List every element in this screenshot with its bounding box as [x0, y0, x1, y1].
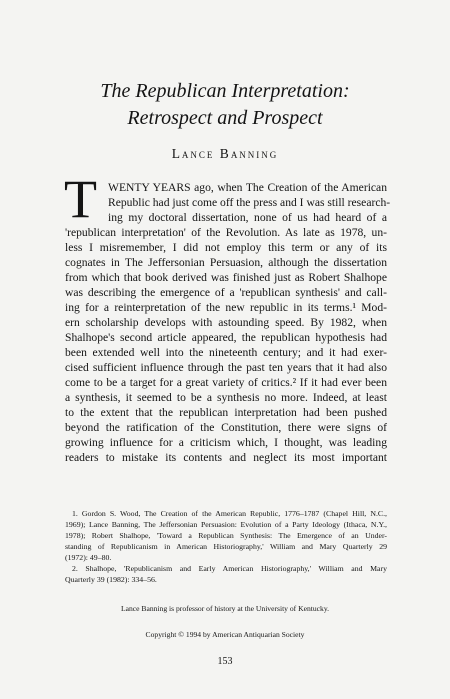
footnote-line: Quarterly 39 (1982): 334–56.: [65, 575, 157, 584]
body-line: less I misremember, I did not employ this term or any of its: [65, 241, 387, 254]
drop-cap: T: [64, 169, 97, 229]
body-line: ing for a reinterpretation of the new republic in its terms.¹ Mod-: [65, 301, 387, 314]
body-line: was describing the emergence of a 'republican synthesis' and call-: [65, 286, 387, 299]
footnote-line: 1. Gordon S. Wood, The Creation of the American Republic, 1776–1787 (Chapel Hill, N.C.,: [72, 509, 387, 518]
body-line: Republic had just come off the press and I was still research-: [108, 196, 391, 209]
footnote-line: standing of Republicanism in American Historiography,' William and Mary Quarterly 29: [65, 542, 387, 551]
body-line: to the extent that the republican interpretation had been pushed: [65, 406, 387, 419]
footnote-line: (1972): 49–80.: [65, 553, 112, 562]
footnote-line: 1969); Lance Banning, The Jeffersonian Persuasion: Evolution of a Party Ideology (Ithaca, N.Y.,: [65, 520, 387, 529]
body-line: beyond the ratification of the Constitution, there were signs of: [65, 421, 387, 434]
footnote-line: 1978); Robert Shalhope, 'Toward a Republican Synthesis: The Emergence of an Under-: [65, 531, 387, 540]
body-line: come to be a target for a great variety of critics.² If it had ever been: [65, 376, 387, 389]
article-title: The Republican Interpretation:: [100, 80, 350, 102]
body-line: cised sufficient influence through the past ten years that it had also: [65, 361, 387, 374]
body-line: Shalhope's second article appeared, the republican hypothesis had: [65, 331, 387, 344]
footnote-line: 2. Shalhope, 'Republicanism and Early American Historiography,' William and Mary: [72, 564, 387, 573]
body-line: ing my doctoral dissertation, none of us had heard of a: [108, 211, 387, 224]
body-line: growing influence for a criticism which, I thought, was leading: [65, 436, 387, 449]
body-line: cognates in The Jeffersonian Persuasion, although the dissertation: [65, 256, 387, 269]
body-line: ern scholarship develops with astounding speed. By 1982, when: [65, 316, 387, 329]
body-line: from which that book derived was finished just as Robert Shalhope: [65, 271, 387, 284]
body-line: WENTY YEARS ago, when The Creation of the American: [108, 181, 387, 194]
body-line: been extended well into the nineteenth century; and it had exer-: [65, 346, 387, 359]
page-number: 153: [217, 656, 233, 667]
body-line: 'republican interpretation' of the Revolution. As late as 1978, un-: [65, 226, 387, 239]
copyright-notice: Copyright © 1994 by American Antiquarian Society: [145, 630, 305, 639]
body-line: a synthesis, it seemed to be a synthesis no more. Indeed, at least: [65, 391, 387, 404]
author-note: Lance Banning is professor of history at the University of Kentucky.: [120, 604, 330, 613]
article-subtitle: Retrospect and Prospect: [127, 107, 323, 129]
body-line: readers to mistake its contents and neglect its most important: [65, 451, 387, 464]
author-name: Lance Banning: [171, 146, 279, 161]
